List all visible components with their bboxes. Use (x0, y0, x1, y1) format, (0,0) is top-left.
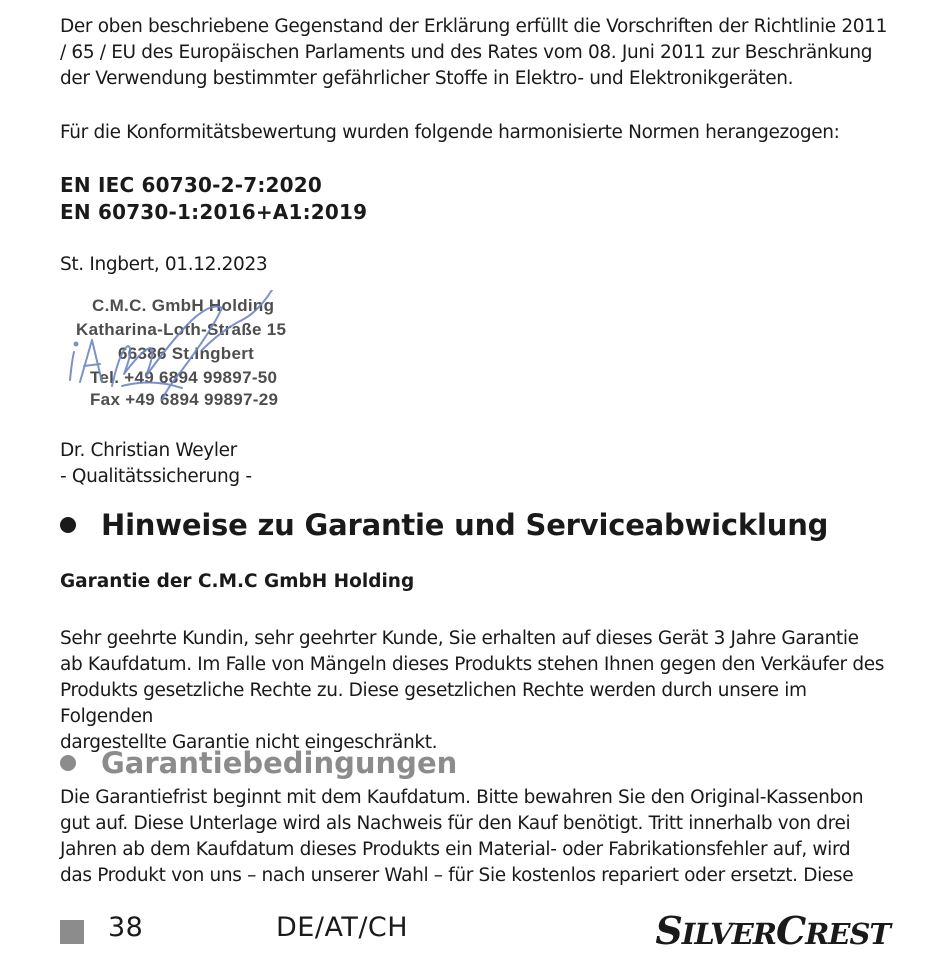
place-date: St. Ingbert, 01.12.2023 (60, 254, 268, 275)
stamp-line: Tel. +49 6894 99897-50 (90, 368, 278, 387)
conditions-text: Die Garantiefrist beginnt mit dem Kaufdatum. Bitte bewahren Sie den Original-Kassenbon gut auf. Diese Unterlage wird als Nachweis für den Kauf benötigt. Tritt innerhalb von drei Jahren ab dem Kaufdatum dieses Produkts ein Material- oder Fabrikationsfehler auf, wird das Produkt von uns – nach unserer Wahl – für Sie kostenlos repariert oder ersetzt. Diese (60, 787, 864, 886)
norm-item: EN 60730-1:2016+A1:2019 (60, 200, 368, 224)
brand-part: S (655, 908, 682, 953)
bullet-icon (60, 517, 76, 533)
brand-part: C (776, 908, 806, 953)
norms-intro: Für die Konformitätsbewertung wurden folgende harmonisierte Normen herangezogen: (60, 122, 840, 143)
bullet-icon (60, 755, 76, 771)
brand-logo (655, 908, 890, 953)
conditions-heading-text: Garantiebedingungen (101, 746, 458, 780)
declaration-paragraph: Der oben beschriebene Gegenstand der Erklärung erfüllt die Vorschriften der Richtlinie 2011 / 65 / EU des Europäischen Parlaments und des Rates vom 08. Juni 2011 zur Beschränkung der Verwendung bestimmter gefährlicher Stoffe in Elektro- und Elektronikgeräten. (60, 16, 888, 89)
page-number: 38 (108, 912, 144, 943)
signer-role: - Qualitätssicherung - (60, 466, 252, 487)
norm-item: EN IEC 60730-2-7:2020 (60, 173, 322, 197)
signer-name: Dr. Christian Weyler (60, 440, 237, 461)
conditions-heading (60, 746, 457, 780)
warranty-subheading: Garantie der C.M.C GmbH Holding (60, 571, 415, 592)
brand-part: REST (805, 917, 890, 951)
warranty-heading (60, 508, 828, 542)
signature-icon (62, 290, 362, 420)
warranty-intro: Sehr geehrte Kundin, sehr geehrter Kunde, Sie erhalten auf dieses Gerät 3 Jahre Garantie ab Kaufdatum. Im Falle von Mängeln dieses Produkts stehen Ihnen gegen den Verkäufer des Produkts gesetzliche Rechte zu. Diese gesetzlichen Rechte werden durch unsere im Folgenden dargestellte Garantie nicht eingeschränkt. (60, 628, 885, 753)
company-stamp (62, 290, 362, 420)
norms-list (60, 172, 367, 226)
stamp-line: 66386 St.Ingbert (118, 344, 255, 363)
stamp-line: Fax +49 6894 99897-29 (90, 390, 279, 409)
brand-part: ILVER (681, 917, 777, 951)
stamp-line: Katharina-Loth-Straße 15 (76, 320, 287, 339)
stamp-line: C.M.C. GmbH Holding (92, 296, 275, 315)
warranty-heading-text: Hinweise zu Garantie und Serviceabwicklung (101, 508, 829, 542)
region-label: DE/AT/CH (276, 912, 409, 943)
footer-marker (60, 920, 84, 944)
